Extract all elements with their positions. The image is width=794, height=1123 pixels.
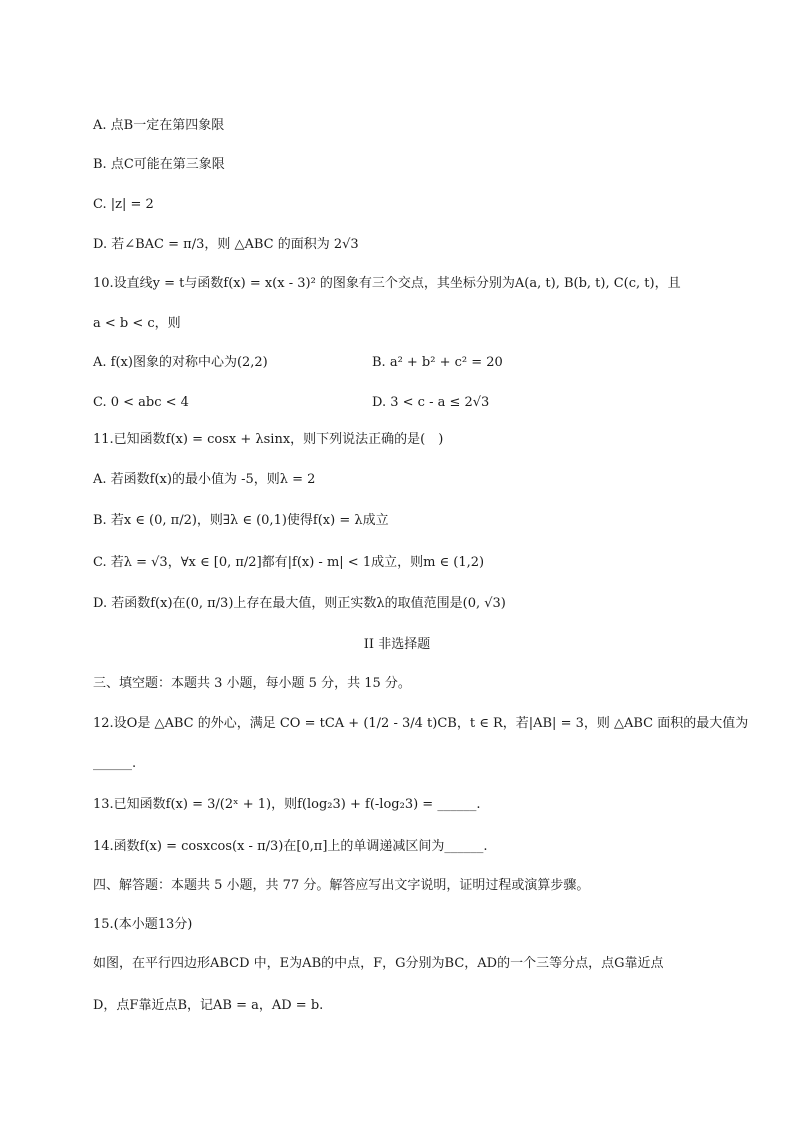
option-10b: B. a² + b² + c² = 20 bbox=[372, 355, 503, 370]
question-10-stem: 10.设直线y = t与函数f(x) = x(x - 3)² 的图象有三个交点，其坐标分别为A(a, t), B(b, t), C(c, t)，且 bbox=[93, 276, 681, 291]
question-10-stem-cont: a < b < c，则 bbox=[93, 316, 181, 331]
option-9c: C. |z| = 2 bbox=[93, 197, 154, 212]
question-15-stem: 如图，在平行四边形ABCD 中，E为AB的中点，F，G分别为BC，AD的一个三等分点，点G靠近点 bbox=[93, 956, 664, 971]
option-10c: C. 0 < abc < 4 bbox=[93, 395, 189, 410]
question-13: 13.已知函数f(x) = 3/(2ˣ + 1)，则f(log₂3) + f(-log₂3) = ______. bbox=[93, 797, 481, 812]
section-title: II 非选择题 bbox=[363, 637, 431, 652]
question-11-stem: 11.已知函数f(x) = cosx + λsinx，则下列说法正确的是( ) bbox=[93, 432, 444, 447]
option-10a: A. f(x)图象的对称中心为(2,2) bbox=[93, 355, 268, 370]
question-14: 14.函数f(x) = cosxcos(x - π/3)在[0,π]上的单调递减区间为______. bbox=[93, 839, 488, 854]
question-12-blank: ______. bbox=[93, 756, 137, 771]
option-10d: D. 3 < c - a ≤ 2√3 bbox=[372, 395, 490, 410]
option-11a: A. 若函数f(x)的最小值为 -5，则λ = 2 bbox=[93, 472, 316, 487]
section-4-heading: 四、解答题：本题共 5 小题，共 77 分。解答应写出文字说明，证明过程或演算步骤。 bbox=[93, 878, 590, 893]
option-11d: D. 若函数f(x)在(0, π/3)上存在最大值，则正实数λ的取值范围是(0, √3) bbox=[93, 596, 506, 611]
question-15-title: 15.(本小题13分) bbox=[93, 917, 193, 932]
option-9d: D. 若∠BAC = π/3，则 △ABC 的面积为 2√3 bbox=[93, 237, 359, 252]
option-9b: B. 点C可能在第三象限 bbox=[93, 157, 225, 172]
option-9a: A. 点B一定在第四象限 bbox=[93, 118, 225, 133]
section-3-heading: 三、填空题：本题共 3 小题，每小题 5 分，共 15 分。 bbox=[93, 676, 411, 691]
question-12-stem: 12.设O是 △ABC 的外心，满足 CO = tCA + (1/2 - 3/4 t)CB，t ∈ R，若|AB| = 3，则 △ABC 面积的最大值为 bbox=[93, 716, 749, 731]
question-15-stem-cont: D，点F靠近点B，记AB = a，AD = b. bbox=[93, 998, 324, 1013]
option-11c: C. 若λ = √3，∀x ∈ [0, π/2]都有|f(x) - m| < 1成立，则m ∈ (1,2) bbox=[93, 555, 485, 570]
option-11b: B. 若x ∈ (0, π/2)，则∃λ ∈ (0,1)使得f(x) = λ成立 bbox=[93, 513, 389, 528]
